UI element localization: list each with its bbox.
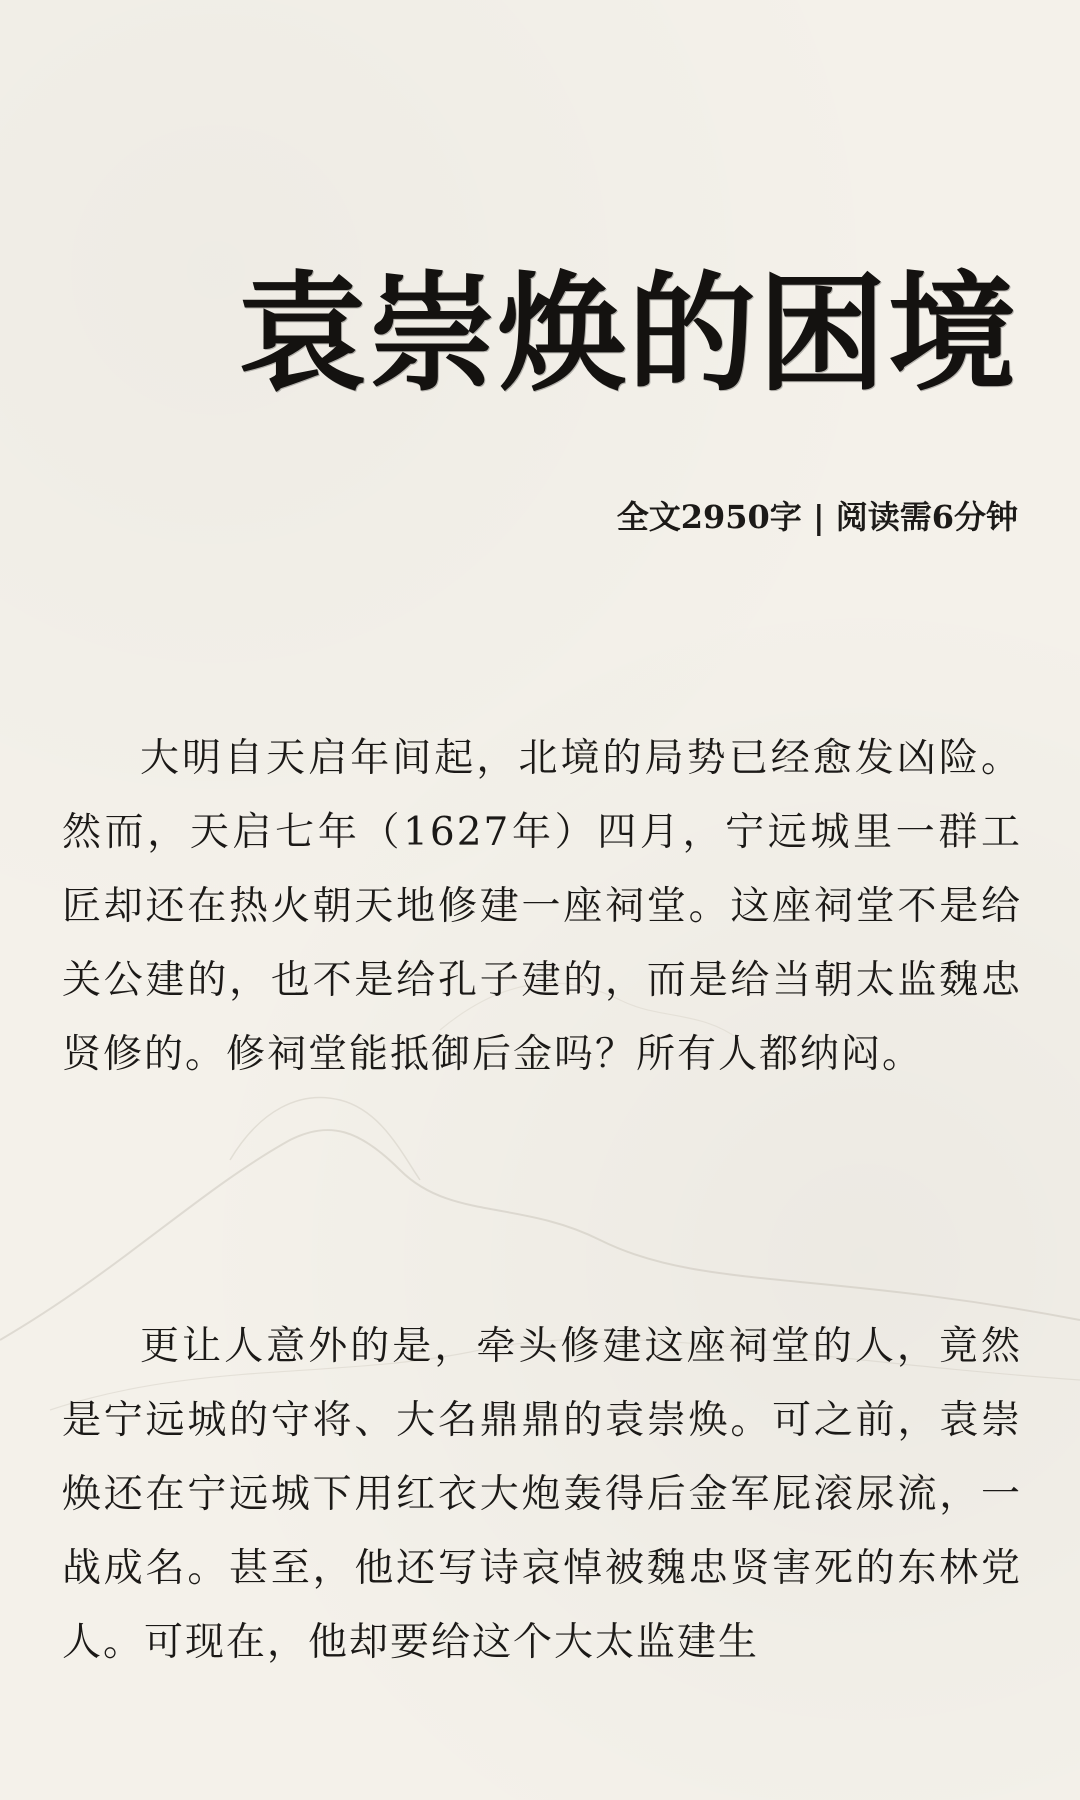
paragraph-2: 更让人意外的是，牵头修建这座祠堂的人，竟然是宁远城的守将、大名鼎鼎的袁崇焕。可之前，袁崇焕还在宁远城下用红衣大炮轰得后金军屁滚尿流，一战成名。甚至，他还写诗哀悼被魏忠贤害死的东林党人。可现在，他却要给这个大太监建生	[62, 1324, 1022, 1665]
article-title: 袁崇焕的困境	[237, 259, 1018, 409]
paragraph-1: 大明自天启年间起，北境的局势已经愈发凶险。然而，天启七年（1627年）四月，宁远城里一群工匠却还在热火朝天地修建一座祠堂。这座祠堂不是给关公建的，也不是给孔子建的，而是给当朝太监魏忠贤修的。修祠堂能抵御后金吗？所有人都纳闷。	[62, 736, 1022, 1077]
article-meta: 全文2950字 | 阅读需6分钟	[616, 498, 1018, 536]
